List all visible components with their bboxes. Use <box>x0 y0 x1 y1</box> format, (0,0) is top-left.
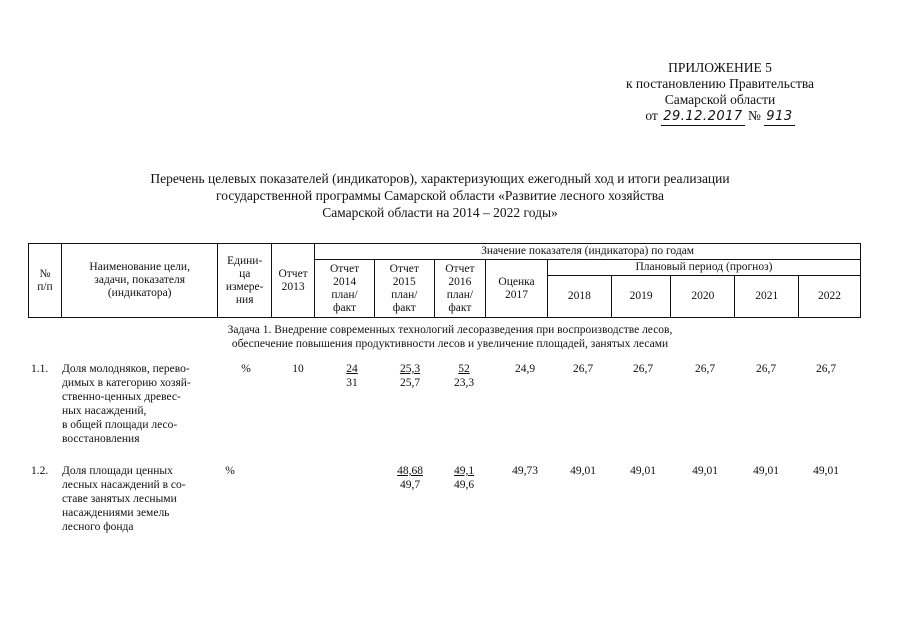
row-indicator-name: Доля молодняков, перево- димых в категорию хозяй- ственно-ценных древес- ных насаждений, в общей площади лесо- восстановления <box>62 363 191 445</box>
row-number: 1.1. <box>31 363 49 375</box>
title-line-2: государственной программы Самарской области «Развитие лесного хозяйства <box>216 188 664 203</box>
row-value-2018: 49,01 <box>570 465 596 477</box>
task-line-1: Задача 1. Внедрение современных технологий лесоразведения при воспроизводстве лесов, <box>227 324 673 336</box>
col-2020-header: 2020 <box>671 276 735 318</box>
col-2021-header: 2021 <box>735 276 799 318</box>
row-indicator-name: Доля площади ценных лесных насаждений в со- ставе занятых лесными насаждениями земель лесного фонда <box>62 465 186 533</box>
row-value-2021: 49,01 <box>753 465 779 477</box>
col-num-header: № п/п <box>29 244 62 318</box>
number-prefix: № <box>748 108 761 123</box>
row-value-2016: 52 23,3 <box>453 363 475 389</box>
row-number: 1.2. <box>31 465 49 477</box>
row-value-2019: 49,01 <box>630 465 656 477</box>
task-line-2: обеспечение повышения продуктивности лесов и увеличение площадей, занятых лесами <box>231 337 669 350</box>
handwritten-number: 913 <box>766 109 793 124</box>
row-value-2020: 49,01 <box>692 465 718 477</box>
indicators-table-header <box>28 243 861 318</box>
row-value-2022: 49,01 <box>813 465 839 477</box>
row-value-2016: 49,1 49,6 <box>453 465 475 491</box>
col-name-header: Наименование цели, задачи, показателя (индикатора) <box>61 244 218 318</box>
row-value-2017: 24,9 <box>514 363 536 375</box>
appendix-title: ПРИЛОЖЕНИЕ 5 <box>668 60 772 75</box>
col-2014-header: Отчет 2014 план/ факт <box>315 260 375 318</box>
col-2017-header: Оценка 2017 <box>486 260 548 318</box>
col-2016-header: Отчет 2016 план/ факт <box>434 260 485 318</box>
values-by-year-header: Значение показателя (индикатора) по годам <box>315 244 861 260</box>
handwritten-date: 29.12.2017 <box>663 109 743 124</box>
row-value-2021: 26,7 <box>755 363 777 375</box>
row-value-2014: 24 31 <box>346 363 358 389</box>
row-unit: % <box>241 363 251 375</box>
col-unit-header: Едини- ца измере- ния <box>218 244 272 318</box>
appendix-date-line <box>600 108 840 126</box>
row-value-2017: 49,73 <box>512 465 538 477</box>
title-line-1: Перечень целевых показателей (индикаторов), характеризующих ежегодный ход и итоги реализации <box>150 171 730 186</box>
title-line-3: Самарской области на 2014 – 2022 годы» <box>322 205 558 220</box>
row-value-2018: 26,7 <box>572 363 594 375</box>
col-2022-header: 2022 <box>799 276 861 318</box>
plan-period-header: Плановый период (прогноз) <box>547 260 860 276</box>
document-title <box>60 170 820 221</box>
row-value-2020: 26,7 <box>694 363 716 375</box>
task-heading <box>60 324 840 351</box>
col-2019-header: 2019 <box>611 276 671 318</box>
appendix-block <box>600 60 840 126</box>
row-value-2015: 48,68 49,7 <box>397 465 423 491</box>
col-2018-header: 2018 <box>547 276 611 318</box>
row-value-2015: 25,3 25,7 <box>399 363 421 389</box>
date-prefix: от <box>645 108 658 123</box>
row-value-2022: 26,7 <box>815 363 837 375</box>
col-2015-header: Отчет 2015 план/ факт <box>374 260 434 318</box>
row-unit: % <box>225 465 235 477</box>
row-value-2013: 10 <box>292 363 304 375</box>
appendix-line-2: к постановлению Правительства <box>625 76 815 91</box>
row-value-2019: 26,7 <box>632 363 654 375</box>
col-2013-header: Отчет 2013 <box>271 244 314 318</box>
appendix-line-3: Самарской области <box>664 92 776 107</box>
